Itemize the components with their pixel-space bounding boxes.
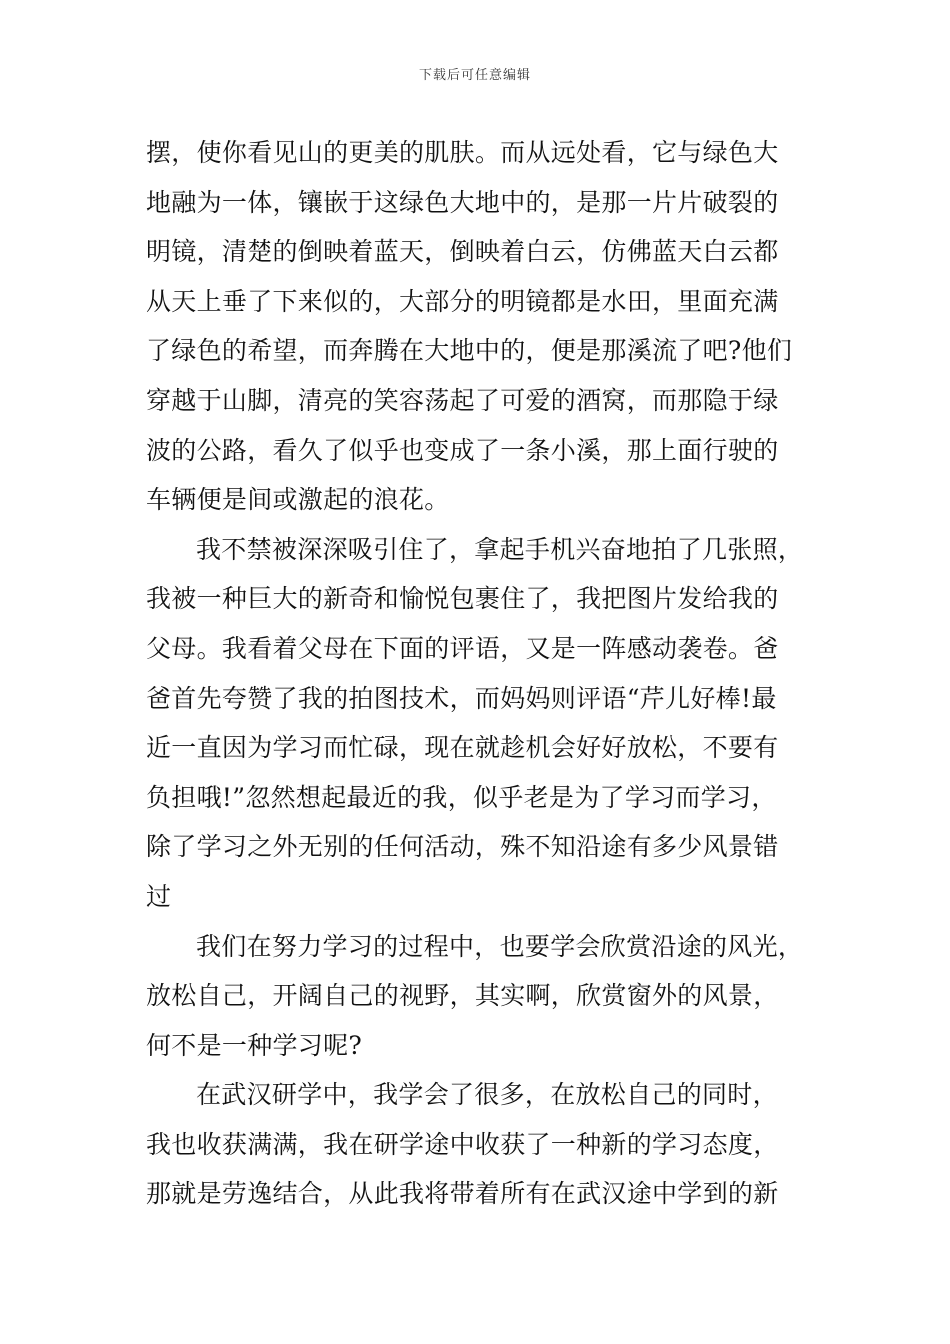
text-line: 在武汉研学中，我学会了很多，在放松自己的同时， xyxy=(196,1080,778,1110)
text-line: 父母。我看着父母在下面的评语，又是一阵感动袭卷。爸 xyxy=(146,633,779,663)
header-note: 下载后可任意编辑 xyxy=(418,68,531,83)
text-line: 放松自己，开阔自己的视野，其实啊，欣赏窗外的风景， xyxy=(146,981,779,1011)
text-line: 何不是一种学习呢? xyxy=(146,1030,363,1060)
text-line: 车辆便是间或激起的浪花。 xyxy=(146,485,450,515)
text-line: 穿越于山脚，清亮的笑容荡起了可爱的酒窝，而那隐于绿 xyxy=(146,385,779,415)
text-line: 我们在努力学习的过程中，也要学会欣赏沿途的风光， xyxy=(196,931,804,961)
text-line: 地融为一体，镶嵌于这绿色大地中的，是那一片片破裂的 xyxy=(146,187,779,217)
text-line: 爸首先夸赞了我的拍图技术，而妈妈则评语“芹儿好棒!最 xyxy=(146,683,777,713)
text-line: 那就是劳逸结合，从此我将带着所有在武汉途中学到的新 xyxy=(146,1179,779,1209)
text-line: 我被一种巨大的新奇和愉悦包裹住了，我把图片发给我的 xyxy=(146,584,779,614)
text-line: 明镜，清楚的倒映着蓝天，倒映着白云，仿佛蓝天白云都 xyxy=(146,237,779,267)
text-line: 波的公路，看久了似乎也变成了一条小溪，那上面行驶的 xyxy=(146,435,779,465)
text-line: 从天上垂了下来似的，大部分的明镜都是水田，里面充满 xyxy=(146,286,779,316)
text-line: 了绿色的希望，而奔腾在大地中的，便是那溪流了吧?他们 xyxy=(146,336,793,366)
text-line: 除了学习之外无别的任何活动，殊不知沿途有多少风景错 xyxy=(146,832,779,862)
text-line: 过 xyxy=(146,881,172,911)
text-line: 摆，使你看见山的更美的肌肤。而从远处看，它与绿色大 xyxy=(146,138,779,167)
document-body xyxy=(146,128,826,1219)
text-line: 我不禁被深深吸引住了，拿起手机兴奋地拍了几张照， xyxy=(196,534,804,564)
text-line: 负担哦!”忽然想起最近的我，似乎老是为了学习而学习， xyxy=(146,782,777,812)
text-line: 近一直因为学习而忙碌，现在就趁机会好好放松，不要有 xyxy=(146,733,779,763)
text-line: 我也收获满满，我在研学途中收获了一种新的学习态度， xyxy=(146,1129,779,1159)
